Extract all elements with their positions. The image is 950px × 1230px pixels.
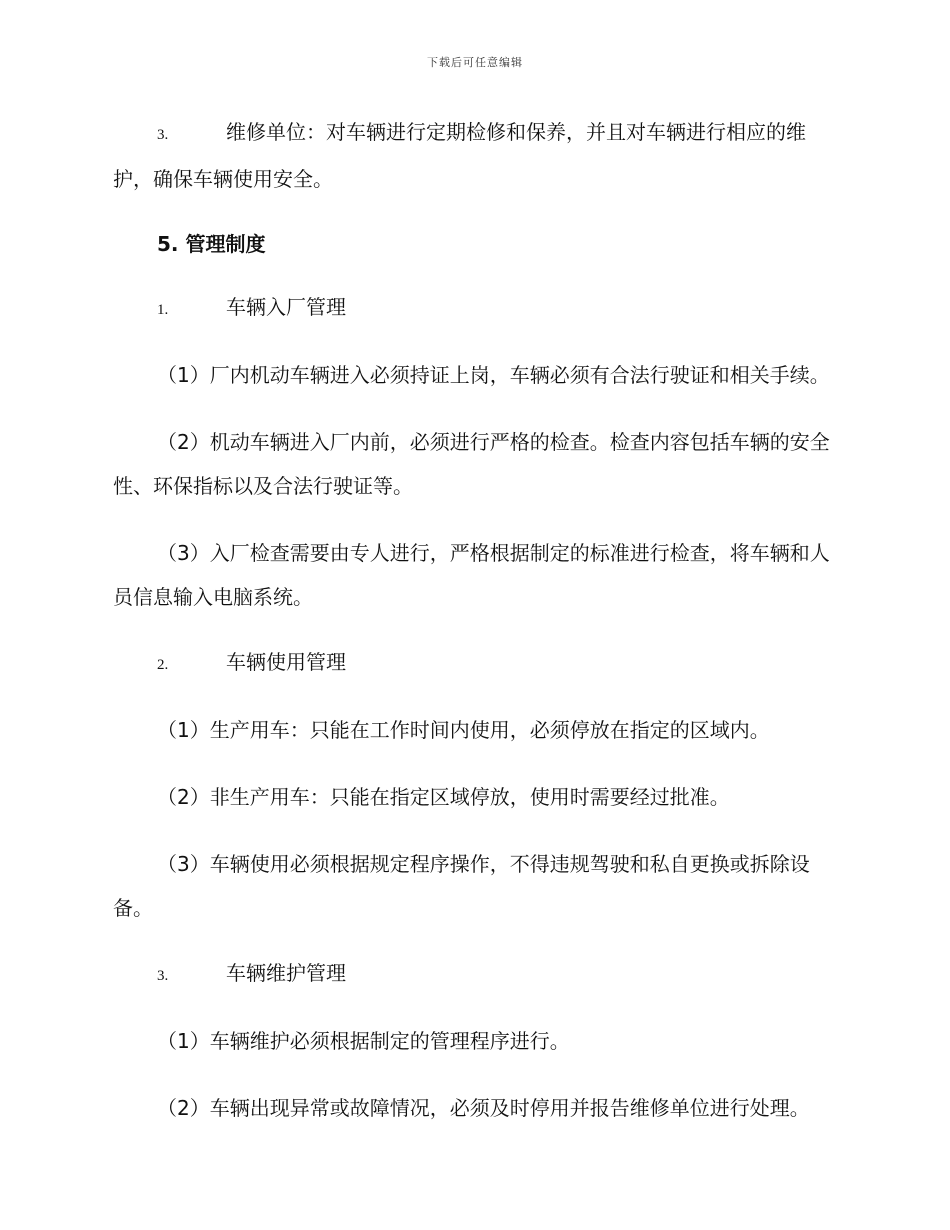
subsection-number: 1. xyxy=(157,302,169,318)
list-text: 维修单位：对车辆进行定期检修和保养，并且对车辆进行相应的维护，确保车辆使用安全。 xyxy=(113,120,806,191)
subsection-number: 3. xyxy=(157,968,169,984)
subsection-vehicle-maintenance xyxy=(113,953,843,996)
document-body xyxy=(113,110,843,1153)
subsection-title: 车辆维护管理 xyxy=(226,961,346,985)
subsection-title: 车辆入厂管理 xyxy=(226,295,346,319)
list-item-maintenance-unit xyxy=(113,110,843,201)
subsection-title: 车辆使用管理 xyxy=(226,650,346,674)
paragraph: （2）非生产用车：只能在指定区域停放，使用时需要经过批准。 xyxy=(157,785,730,809)
subsection-number: 2. xyxy=(157,657,169,673)
subsection-vehicle-usage xyxy=(113,642,843,685)
paragraph: （2）机动车辆进入厂内前，必须进行严格的检查。检查内容包括车辆的安全性、环保指标以及合法行驶证等。 xyxy=(113,430,830,498)
list-number: 3. xyxy=(157,127,169,143)
paragraph: （3）车辆使用必须根据规定程序操作，不得违规驾驶和私自更换或拆除设备。 xyxy=(113,852,810,920)
page-header: 下载后可任意编辑 xyxy=(427,56,523,69)
paragraph: （3）入厂检查需要由专人进行，严格根据制定的标准进行检查，将车辆和人员信息输入电脑系统。 xyxy=(113,541,830,609)
subsection-vehicle-entry xyxy=(113,287,843,330)
paragraph: （2）车辆出现异常或故障情况，必须及时停用并报告维修单位进行处理。 xyxy=(157,1096,810,1120)
section-heading-management: 5. 管理制度 xyxy=(157,232,266,256)
paragraph: （1）厂内机动车辆进入必须持证上岗，车辆必须有合法行驶证和相关手续。 xyxy=(157,363,830,387)
paragraph: （1）车辆维护必须根据制定的管理程序进行。 xyxy=(157,1029,570,1053)
paragraph: （1）生产用车：只能在工作时间内使用，必须停放在指定的区域内。 xyxy=(157,718,770,742)
